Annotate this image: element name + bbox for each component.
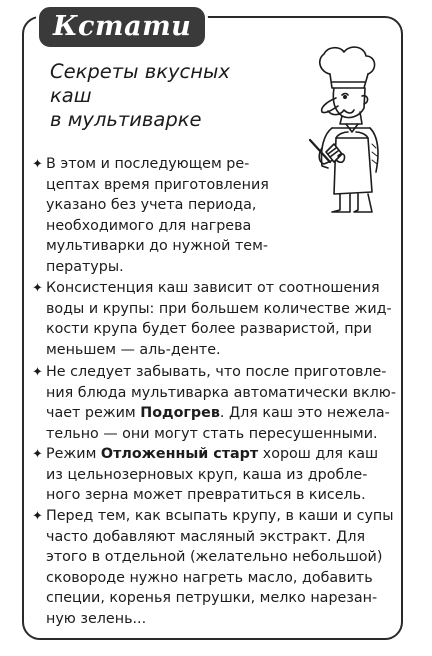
star-bullet-icon: ✦ — [32, 281, 43, 296]
chef-icon — [292, 44, 400, 214]
title-line: Секреты вкусных — [50, 60, 230, 83]
star-bullet-icon: ✦ — [32, 157, 43, 172]
mode-keyword: Отложенный старт — [100, 446, 259, 462]
card-title — [50, 60, 250, 132]
star-bullet-icon: ✦ — [32, 509, 43, 524]
title-line: в мультиварке — [50, 108, 202, 131]
mode-keyword: Подогрев — [140, 405, 220, 421]
star-bullet-icon: ✦ — [32, 365, 43, 380]
kstati-badge: Кстати — [36, 4, 208, 50]
title-line: каш — [50, 84, 92, 107]
star-bullet-icon: ✦ — [32, 447, 43, 462]
